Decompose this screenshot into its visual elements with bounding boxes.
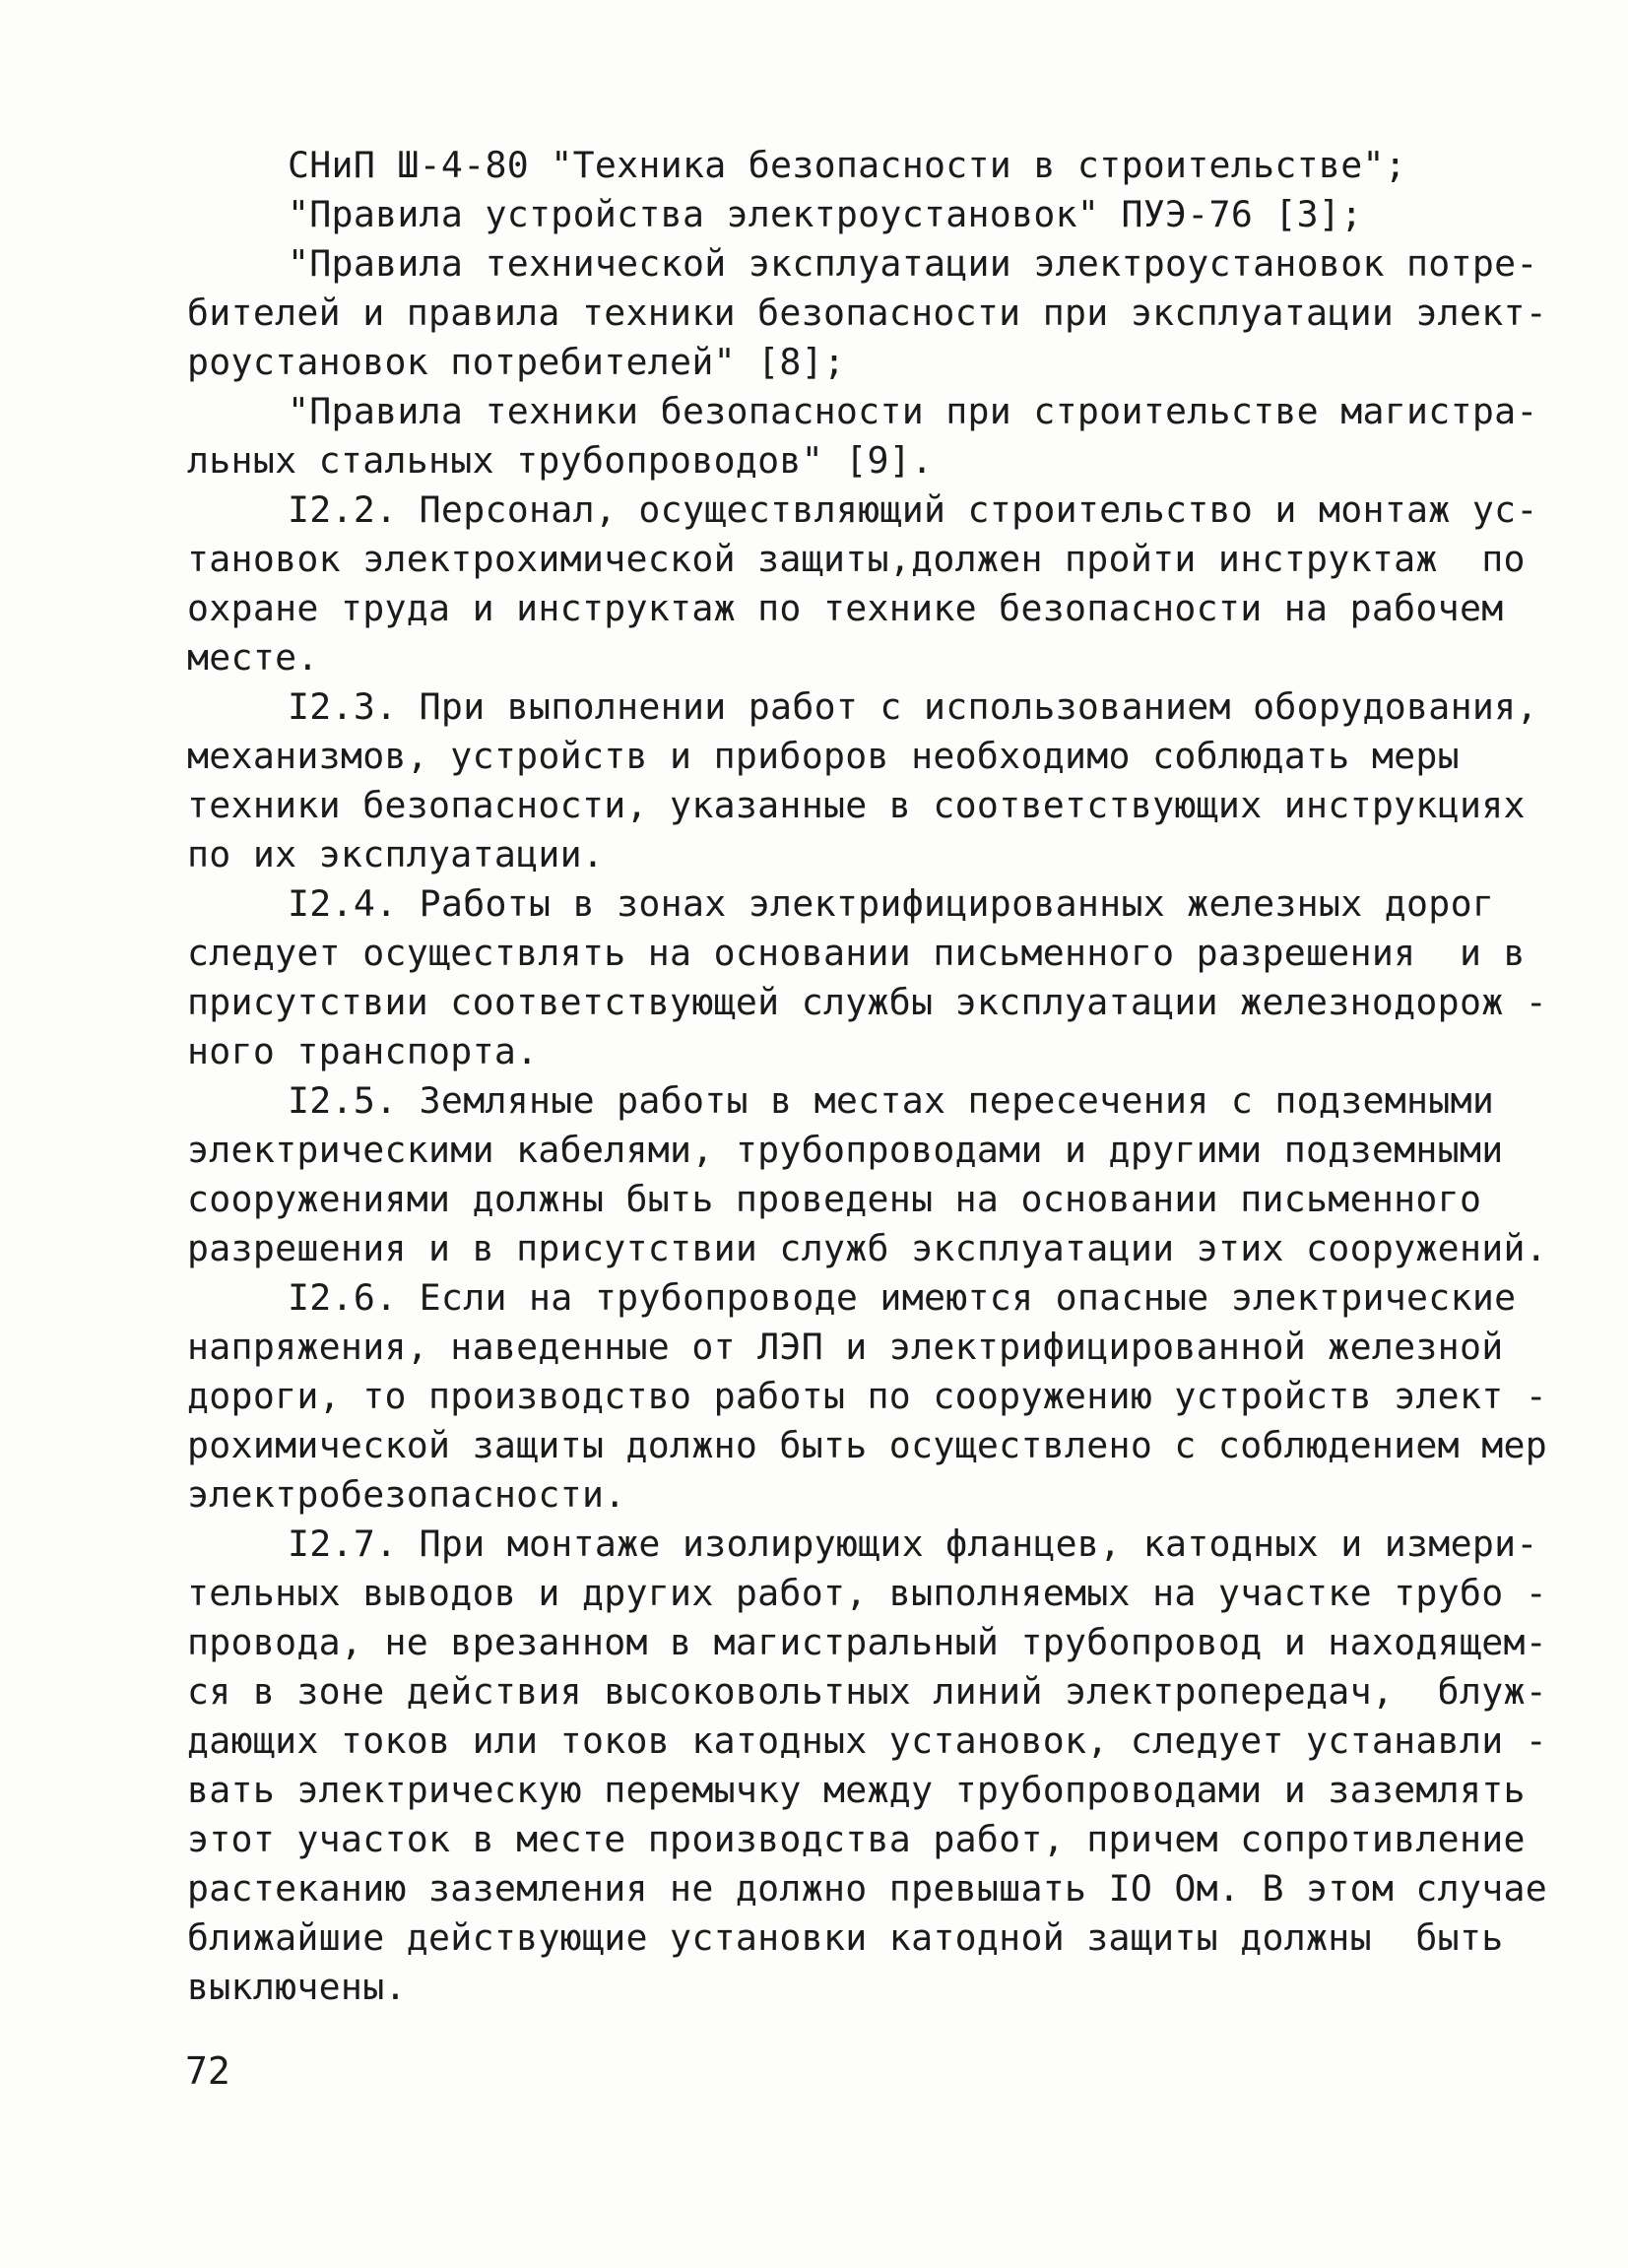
text-line: выключены.	[187, 1966, 407, 2008]
text-line: I2.7. При монтаже изолирующих фланцев, катодных и измери-	[288, 1523, 1538, 1565]
text-line: электробезопасности.	[187, 1473, 626, 1516]
text-line: ся в зоне действия высоковольтных линий электропередач, блуж-	[187, 1670, 1548, 1713]
text-line: I2.5. Земляные работы в местах пересечения с подземными	[288, 1079, 1495, 1122]
text-line: электрическими кабелями, трубопроводами и другими подземными	[187, 1129, 1504, 1171]
text-line: напряжения, наведенные от ЛЭП и электрифицированной железной	[187, 1326, 1504, 1368]
text-line: разрешения и в присутствии служб эксплуатации этих сооружений.	[187, 1227, 1548, 1269]
text-line: I2.4. Работы в зонах электрифицированных железных дорог	[288, 882, 1495, 925]
text-line: I2.2. Персонал, осуществляющий строительство и монтаж ус-	[288, 488, 1538, 531]
text-line: присутствии соответствующей службы эксплуатации железнодорож -	[187, 981, 1548, 1023]
text-line: по их эксплуатации.	[187, 833, 605, 875]
text-line: вать электрическую перемычку между трубопроводами и заземлять	[187, 1769, 1526, 1811]
text-line: I2.6. Если на трубопроводе имеются опасные электрические	[288, 1276, 1517, 1319]
text-line: тельных выводов и других работ, выполняемых на участке трубо -	[187, 1572, 1548, 1614]
text-line: "Правила технической эксплуатации электроустановок потре-	[288, 242, 1538, 285]
text-line: льных стальных трубопроводов" [9].	[187, 439, 934, 482]
text-line: охране труда и инструктаж по технике безопасности на рабочем	[187, 587, 1504, 629]
page-number: 72	[185, 2049, 230, 2093]
text-line: "Правила устройства электроустановок" ПУЭ-76 [3];	[288, 193, 1363, 235]
text-line: механизмов, устройств и приборов необходимо соблюдать меры	[187, 735, 1460, 777]
text-line: этот участок в месте производства работ, причем сопротивление	[187, 1818, 1526, 1860]
text-line: сооружениями должны быть проведены на основании письменного	[187, 1178, 1482, 1220]
text-line: дороги, то производство работы по сооружению устройств элект -	[187, 1375, 1548, 1417]
text-line: провода, не врезанном в магистральный трубопровод и находящем-	[187, 1621, 1548, 1663]
text-line: бителей и правила техники безопасности при эксплуатации элект-	[187, 292, 1548, 334]
text-line: роустановок потребителей" [8];	[187, 341, 846, 383]
text-line: дающих токов или токов катодных установок, следует устанавли -	[187, 1719, 1548, 1762]
text-line: рохимической защиты должно быть осуществлено с соблюдением мер	[187, 1424, 1548, 1466]
text-line: техники безопасности, указанные в соответствующих инструкциях	[187, 784, 1526, 826]
text-line: ближайшие действующие установки катодной защиты должны быть	[187, 1916, 1504, 1959]
text-line: СНиП Ш-4-80 "Техника безопасности в строительстве";	[288, 144, 1407, 186]
text-line: ного транспорта.	[187, 1030, 539, 1072]
text-line: растеканию заземления не должно превышать IO Ом. В этом случае	[187, 1867, 1548, 1910]
text-line: I2.3. При выполнении работ с использованием оборудования,	[288, 685, 1538, 728]
text-line: месте.	[187, 636, 319, 679]
text-line: тановок электрохимической защиты,должен пройти инструктаж по	[187, 538, 1526, 580]
text-line: "Правила техники безопасности при строительстве магистра-	[288, 390, 1538, 432]
text-line: следует осуществлять на основании письменного разрешения и в	[187, 932, 1526, 974]
